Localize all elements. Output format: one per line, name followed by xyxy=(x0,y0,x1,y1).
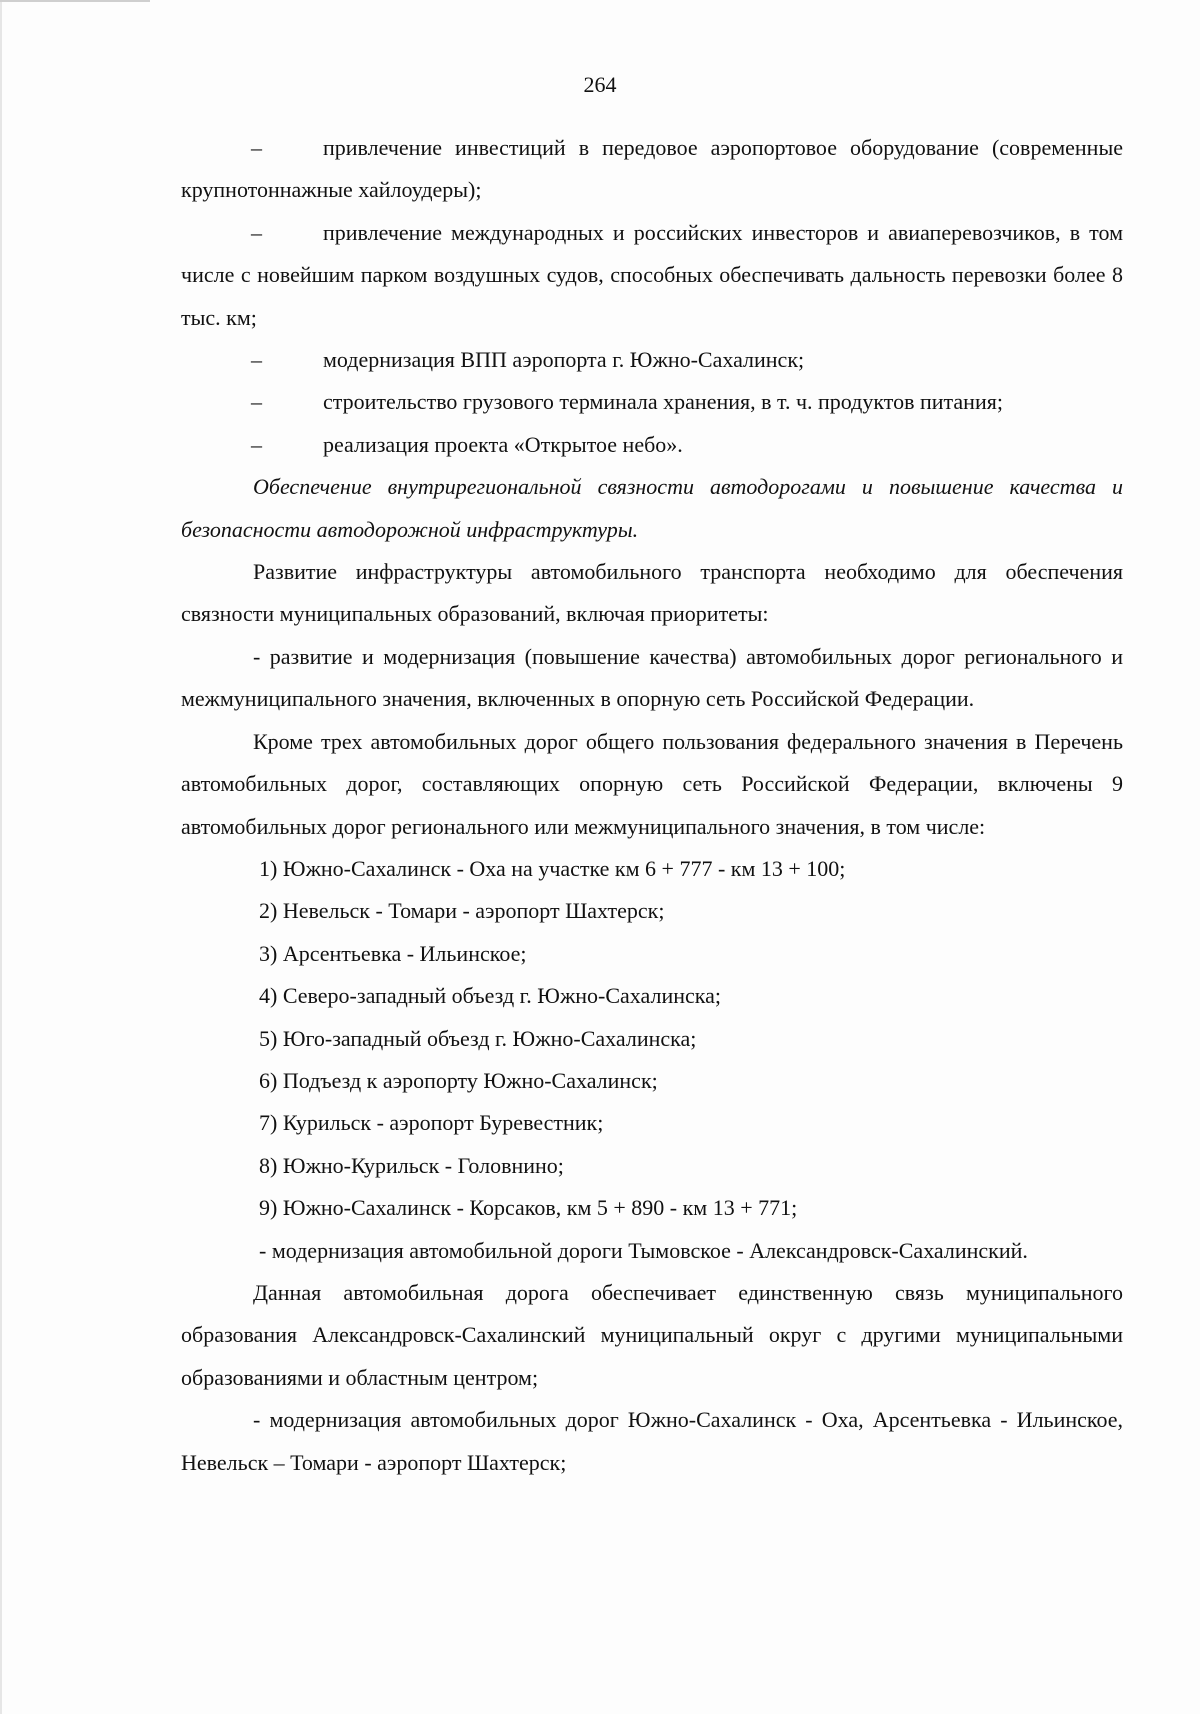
bullet-mark: – xyxy=(251,135,262,160)
bullet-mark: – xyxy=(251,431,262,457)
list-item: 5) Юго-западный объезд г. Южно-Сахалинска; xyxy=(259,1025,697,1051)
page-number: 264 xyxy=(583,72,617,97)
list-item: 1) Южно-Сахалинск - Оха на участке км 6 + 777 - км 13 + 100; xyxy=(259,855,846,881)
roads-paragraph: Кроме трех автомобильных дорог общего пользования федерального значения в Перечень автомобильных дорог, составляющих опорную сеть Российской Федерации, включены 9 автомобильных дорог регионального или межмуниципального значения, в том числе: xyxy=(181,728,1123,839)
priority-tymovskoye-road: - модернизация автомобильной дороги Тымовское - Александровск-Сахалинский. xyxy=(259,1237,1028,1263)
bullet-text: привлечение инвестиций в передовое аэропортовое оборудование (современные крупнотоннажные хайлоудеры); xyxy=(181,135,1123,203)
section-heading: Обеспечение внутрирегиональной связности автодорогами и повышение качества и безопасности автодорожной инфраструктуры. xyxy=(181,474,1123,542)
roads-list xyxy=(181,848,1123,1230)
bullet-mark: – xyxy=(251,347,262,373)
bullet-text: модернизация ВПП аэропорта г. Южно-Сахалинск; xyxy=(323,347,805,373)
list-item: 7) Курильск - аэропорт Буревестник; xyxy=(259,1110,604,1136)
bullet-mark: – xyxy=(251,389,262,415)
bullet-cargo-terminal xyxy=(181,381,1123,423)
list-item: 4) Северо-западный объезд г. Южно-Сахалинска; xyxy=(259,983,721,1009)
bullet-text: привлечение международных и российских инвесторов и авиаперевозчиков, в том числе с новейшим парком воздушных судов, способных обеспечивать дальность перевозки более 8 тыс. км; xyxy=(181,219,1123,330)
priority-roads-development: - развитие и модернизация (повышение качества) автомобильных дорог регионального и межмуниципального значения, включенных в опорную сеть Российской Федерации. xyxy=(181,643,1123,712)
list-item: 6) Подъезд к аэропорту Южно-Сахалинск; xyxy=(259,1067,658,1093)
bullet-runway xyxy=(181,339,1123,381)
priority-roads-modernization: - модернизация автомобильных дорог Южно-Сахалинск - Оха, Арсентьевка - Ильинское, Невельск – Томари - аэропорт Шахтерск; xyxy=(181,1407,1123,1475)
connection-paragraph: Данная автомобильная дорога обеспечивает единственную связь муниципального образования Александровск-Сахалинский муниципальный округ с другими муниципальными образованиями и областным центром; xyxy=(181,1279,1123,1390)
list-item: 8) Южно-Курильск - Головнино; xyxy=(259,1152,564,1178)
bullet-text: реализация проекта «Открытое небо». xyxy=(323,431,683,457)
bullet-text: строительство грузового терминала хранения, в т. ч. продуктов питания; xyxy=(323,389,1003,415)
scan-edge-top xyxy=(0,0,150,2)
bullet-investment xyxy=(181,127,1123,212)
scan-edge-left xyxy=(0,0,2,1714)
list-item: 9) Южно-Сахалинск - Корсаков, км 5 + 890 - км 13 + 771; xyxy=(259,1195,798,1221)
bullet-mark: – xyxy=(251,219,262,245)
list-item: 3) Арсентьевка - Ильинское; xyxy=(259,940,527,966)
list-item: 2) Невельск - Томари - аэропорт Шахтерск; xyxy=(259,898,665,924)
page-body xyxy=(181,127,1123,1484)
intro-paragraph: Развитие инфраструктуры автомобильного транспорта необходимо для обеспечения связности муниципальных образований, включая приоритеты: xyxy=(181,559,1123,627)
bullet-open-sky xyxy=(181,424,1123,466)
bullet-investors xyxy=(181,212,1123,339)
